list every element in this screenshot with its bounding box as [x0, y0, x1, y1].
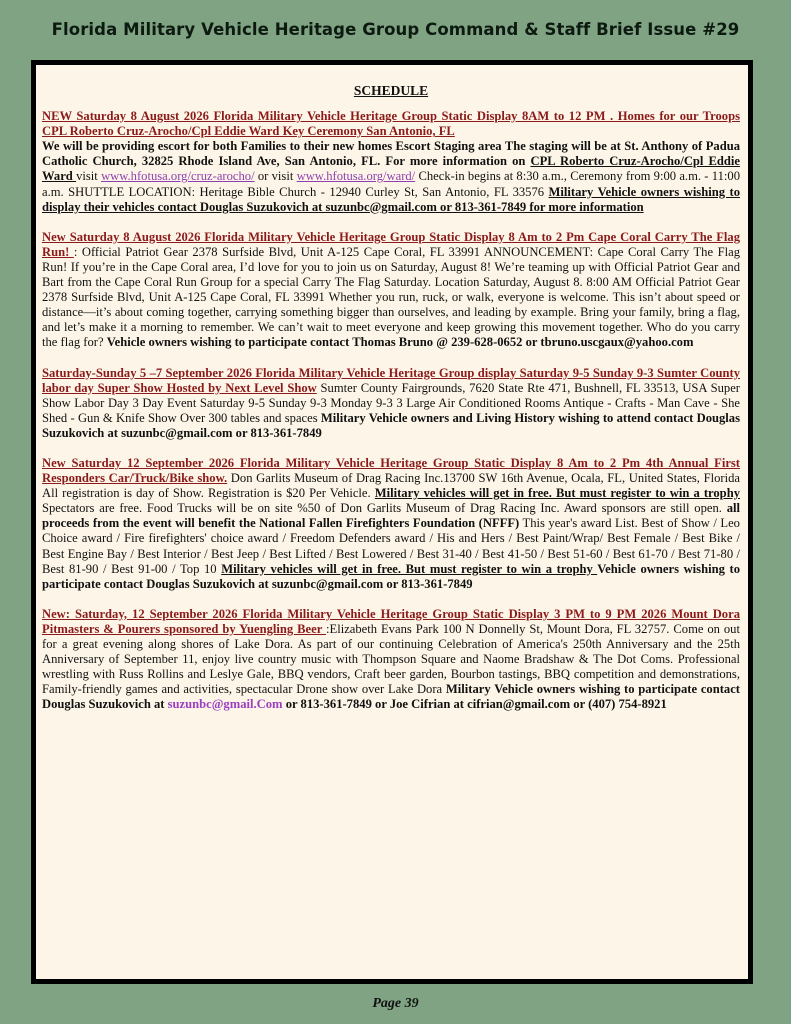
event-text: visit	[76, 169, 102, 184]
event-text: : Official Patriot Gear 2378 Surfside Blvd, Unit A-125 Cape Coral, FL 33991 ANNOUNCEMENT: Cape Coral Carry The Flag Run! If you’re in the Cape Coral area, I’d love for you to join us on Saturday, August 8! We’re teaming up with Official Patriot Gear and Bart from the Cape Coral Run Group for a special Carry The Flag Saturday. Location Saturday, August 8. 8:00 AM Official Patriot Gear 2378 Surfside Blvd, Unit A-125 Cape Coral, FL 33991 Whether you run, ruck, or walk, everyone is welcome. This isn’t about speed or distance—it’s about coming together, carrying something bigger than ourselves, and leading by example. Bring your family, bring a flag, and let’s make it a morning to remember. We can’t wait to meet everyone and keep growing this movement together. Who do you carry the flag for?	[42, 244, 740, 350]
event-mount-dora-pitmasters	[42, 607, 740, 713]
ward-link[interactable]: www.hfotusa.org/ward/	[296, 169, 416, 184]
event-text: We will be providing escort for both Families to their new homes Escort Staging area The staging will be at St. Anthony of Padua Catholic Church, 32825 Rhode Island Ave, San Antonio, FL. For more information on	[42, 139, 740, 169]
event-heading: NEW Saturday 8 August 2026 Florida Military Vehicle Heritage Group Static Display 8AM to 12 PM . Homes for our Troops CPL Roberto Cruz-Arocho/Cpl Eddie Ward Key Ceremony San Antonio, FL	[42, 109, 740, 139]
event-text-underlined: Military vehicles will get in free. But must register to win a trophy	[221, 561, 598, 576]
event-contact: Military Vehicle owners wishing to participate contact Douglas Suzukovich at	[42, 682, 740, 712]
event-heading: New Saturday 12 September 2026 Florida Military Vehicle Heritage Group Static Display 8 Am to 2 Pm 4th Annual First Responders Car/Truck/Bike show.	[42, 455, 740, 486]
event-heading: New Saturday 8 August 2026 Florida Military Vehicle Heritage Group Static Display 8 Am to 2 Pm Cape Coral Carry The Flag Run!	[42, 229, 740, 259]
event-sumter-county-super-show	[42, 366, 740, 441]
event-contact: Military Vehicle owners and Living History wishing to attend contact Douglas Suzukovich at suzunbc@gmail.com or 813-361-7849	[42, 410, 741, 440]
event-text: Sumter County Fairgrounds, 7620 State Rte 471, Bushnell, FL 33513, USA Super Show Labor Day 3 Day Event Saturday 9-5 Sunday 9-3 Monday 9-3 3 Large Air Conditioned Rooms Antique - Crafts - Man Cave - She Shed - Gun & Knife Show Over 300 tables and spaces	[42, 380, 740, 425]
event-text-underlined: Military vehicles will get in free. But must register to win a trophy	[374, 486, 740, 501]
event-contact: Vehicle owners wishing to participate contact Thomas Bruno @ 239-628-0652 or tbruno.uscgaux@yahoo.com	[106, 335, 694, 350]
schedule-content-panel	[36, 65, 748, 979]
event-hfot-key-ceremony	[42, 109, 740, 215]
event-first-responders-show	[42, 456, 740, 592]
event-text: or visit	[254, 169, 297, 184]
cruz-arocho-link[interactable]: www.hfotusa.org/cruz-arocho/	[101, 169, 255, 184]
schedule-heading: SCHEDULE	[353, 83, 429, 98]
event-cape-coral-carry-the-flag	[42, 230, 740, 351]
page-number: Page 39	[372, 996, 419, 1011]
event-text: Check-in begins at 8:30 a.m., Ceremony from 9:00 a.m. - 11:00 a.m. SHUTTLE LOCATION: Heritage Bible Church - 12940 Curley St, San Antonio, FL 33576	[42, 169, 740, 199]
event-text-underlined: CPL Roberto Cruz-Arocho/Cpl Eddie Ward	[42, 154, 740, 184]
event-contact: Vehicle owners wishing to participate contact Douglas Suzukovich at suzunbc@gmail.com or 813-361-7849	[42, 561, 740, 591]
email-link[interactable]: suzunbc@gmail.Com	[167, 697, 283, 712]
event-contact: Military Vehicle owners wishing to display their vehicles contact Douglas Suzukovich at suzunbc@gmail.com or 813-361-7849 for more information	[42, 184, 740, 214]
event-text: :Elizabeth Evans Park 100 N Donnelly St, Mount Dora, FL 32757. Come on out for a great evening along shores of Lake Dora. As part of our continuing Celebration of America's 250th Anniversary and the 25th Anniversary of September 11, enjoy live country music with Thompson Square and Naome Bradshaw & The Dot Coms. Professional wrestling with Russ Rollins and Leslye Gale, BBQ vendors, Craft beer garden, Bourbon tastings, BBQ competition and demonstrations, Family-friendly games and activities, spectacular Drone show over Lake Dora	[42, 621, 740, 697]
newsletter-header-title: Florida Military Vehicle Heritage Group Command & Staff Brief Issue #29	[51, 20, 740, 39]
event-text: Don Garlits Museum of Drag Racing Inc.13700 SW 16th Avenue, Ocala, FL, United States, Florida All registration is day of Show. Registration is $20 Per Vehicle.	[42, 471, 740, 501]
event-text: This year's award List. Best of Show / Leo Choice award / Fire firefighters' choice award / Freedom Defenders award / His and Hers / Best Paint/Wrap/ Best Female / Best Bike / Best Engine Bay / Best Interior / Best Jeep / Best Lifted / Best Lowered / Best 31-40 / Best 41-50 / Best 51-60 / Best 61-70 / Best 71-80 / Best 81-90 / Best 91-00 / Top 10	[42, 516, 740, 576]
event-heading: New: Saturday, 12 September 2026 Florida Military Vehicle Heritage Group Static Display 3 PM to 9 PM 2026 Mount Dora Pitmasters & Pourers sponsored by Yuengling Beer	[42, 606, 740, 636]
event-text-bold: all proceeds from the event will benefit the National Fallen Firefighters Foundation (NFFF)	[42, 501, 740, 531]
event-text: Spectators are free. Food Trucks will be on site %50 of Don Garlits Museum of Drag Racing Inc. Award sponsors are still open.	[42, 501, 727, 516]
event-contact: or 813-361-7849 or Joe Cifrian at cifrian@gmail.com or (407) 754-8921	[282, 697, 667, 712]
event-heading: Saturday-Sunday 5 –7 September 2026 Florida Military Vehicle Heritage Group display Saturday 9-5 Sunday 9-3 Sumter County labor day Super Show Hosted by Next Level Show	[42, 365, 740, 395]
